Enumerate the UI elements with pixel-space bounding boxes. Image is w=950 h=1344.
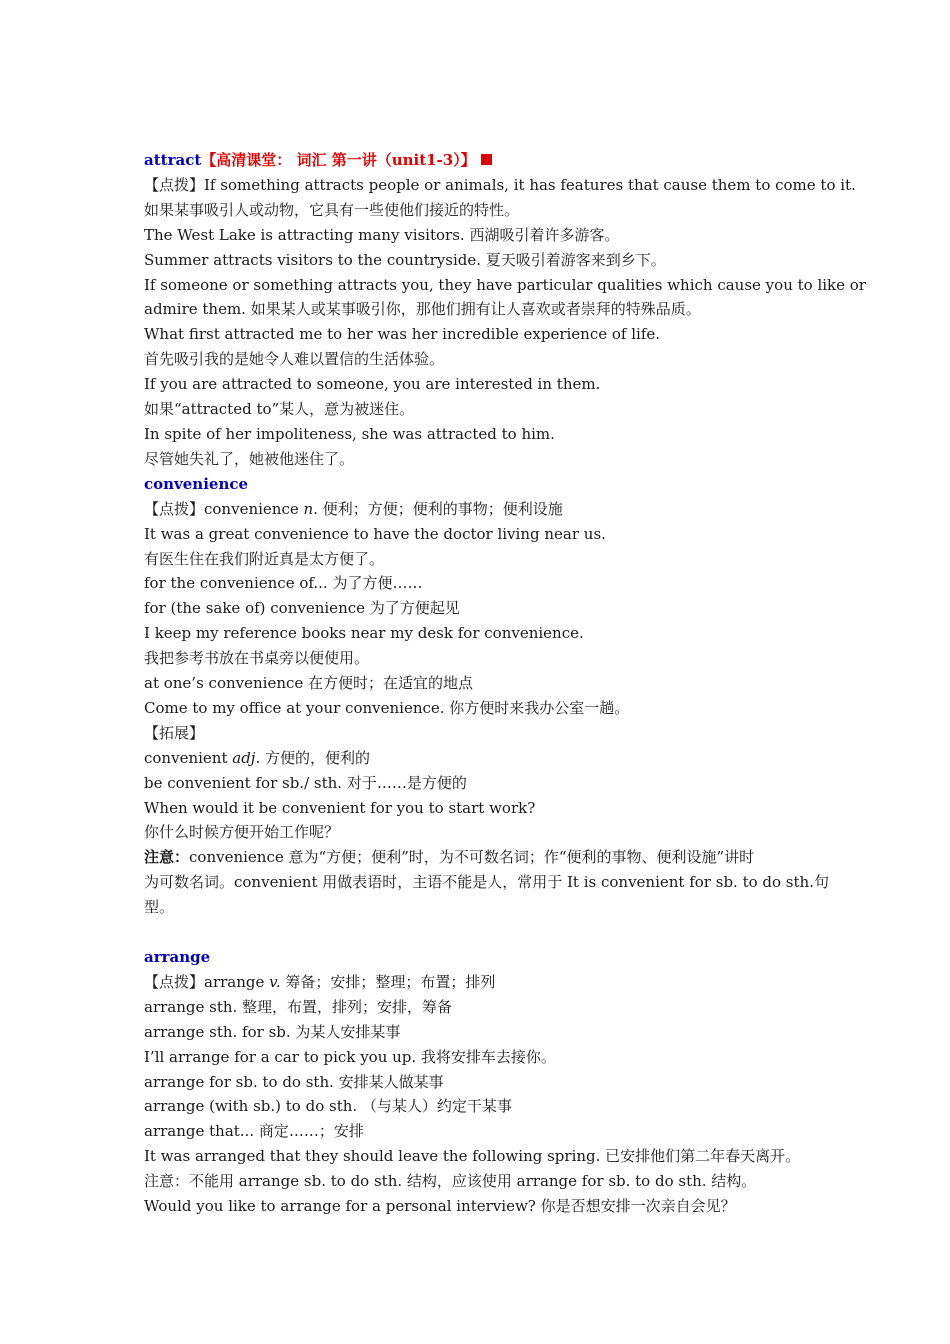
attract-course-tag: 【高清课堂： 词汇 第一讲（unit1-3）】 bbox=[201, 151, 476, 169]
red-square-icon bbox=[481, 154, 492, 165]
attract-line: 尽管她失礼了，她被他迷住了。 bbox=[144, 449, 355, 468]
convenience-line: 你什么时候方便开始工作呢？ bbox=[144, 823, 340, 842]
arrange-line: Would you like to arrange for a personal interview? 你是否想安排一次亲自会见？ bbox=[144, 1197, 736, 1216]
attract-word: attract bbox=[144, 151, 202, 169]
note-line: 型。 bbox=[144, 898, 175, 917]
note-label: 注意： bbox=[144, 848, 190, 867]
attract-line: What first attracted me to her was her incredible experience of life. bbox=[144, 325, 661, 344]
attract-line: The West Lake is attracting many visitors. 西湖吸引着许多游客。 bbox=[144, 225, 620, 244]
dianbo-meaning: 便利；方便；便利的事物；便利设施 bbox=[317, 499, 563, 518]
convenience-line: at one’s convenience 在方便时；在适宜的地点 bbox=[144, 674, 474, 693]
arrange-line: arrange for sb. to do sth. 安排某人做某事 bbox=[144, 1072, 444, 1091]
arrange-line: arrange sth. 整理，布置，排列；安排，筹备 bbox=[144, 997, 453, 1016]
note-text: convenience 意为“方便；便利”时，为不可数名词；作“便利的事物、便利设施”讲时 bbox=[189, 848, 755, 867]
part-of-speech: v. bbox=[269, 972, 281, 991]
convenience-line: I keep my reference books near my desk for convenience. bbox=[144, 624, 584, 643]
convenience-line: 我把参考书放在书桌旁以便使用。 bbox=[144, 649, 370, 668]
convenience-line: When would it be convenient for you to start work? bbox=[144, 798, 536, 817]
convenience-dianbo bbox=[144, 497, 814, 522]
attract-line: 如果“attracted to”某人，意为被迷住。 bbox=[144, 400, 415, 419]
document-page bbox=[144, 148, 866, 1219]
note-line: 为可数名词。convenient 用做表语时，主语不能是人，常用于 It is convenient for sb. to do sth.句 bbox=[144, 873, 829, 892]
arrange-line: 注意：不能用 arrange sb. to do sth. 结构，应该使用 arrange for sb. to do sth. 结构。 bbox=[144, 1172, 757, 1191]
attract-line: admire them. 如果某人或某事吸引你，那他们拥有让人喜欢或者崇拜的特殊品质。 bbox=[144, 300, 701, 319]
part-of-speech: adj. bbox=[232, 748, 261, 767]
arrange-line: I’ll arrange for a car to pick you up. 我将安排车去接你。 bbox=[144, 1047, 556, 1066]
extend-label: 【拓展】 bbox=[144, 723, 205, 742]
arrange-line: arrange that... 商定……；安排 bbox=[144, 1122, 364, 1141]
arrange-line: arrange (with sb.) to do sth. （与某人）约定干某事 bbox=[144, 1097, 512, 1116]
arrange-line: arrange sth. for sb. 为某人安排某事 bbox=[144, 1022, 401, 1041]
attract-heading bbox=[144, 148, 814, 173]
convenience-line: be convenient for sb./ sth. 对于……是方便的 bbox=[144, 773, 467, 792]
convenience-line: 有医生住在我们附近真是太方便了。 bbox=[144, 549, 385, 568]
dianbo-prefix: 【点拨】arrange bbox=[144, 972, 270, 991]
arrange-line: It was arranged that they should leave the following spring. 已安排他们第二年春天离开。 bbox=[144, 1147, 801, 1166]
convenience-line: for the convenience of... 为了方便…… bbox=[144, 574, 423, 593]
convenience-line: Come to my office at your convenience. 你方便时来我办公室一趟。 bbox=[144, 698, 630, 717]
convenience-heading: convenience bbox=[144, 474, 249, 493]
attract-line: 首先吸引我的是她令人难以置信的生活体验。 bbox=[144, 350, 445, 369]
attract-line: In spite of her impoliteness, she was attracted to him. bbox=[144, 424, 555, 443]
spacer bbox=[144, 920, 814, 945]
attract-line: If someone or something attracts you, they have particular qualities which cause you to like or bbox=[144, 275, 866, 294]
attract-line: 如果某事吸引人或动物，它具有一些使他们接近的特性。 bbox=[144, 200, 520, 219]
convenience-line: for (the sake of) convenience 为了方便起见 bbox=[144, 599, 460, 618]
arrange-heading: arrange bbox=[144, 947, 211, 966]
attract-line: 【点拨】If something attracts people or animals, it has features that cause them to come to it. bbox=[144, 175, 856, 194]
note-line bbox=[144, 845, 814, 870]
attract-line: If you are attracted to someone, you are interested in them. bbox=[144, 375, 601, 394]
entry-word: convenient bbox=[144, 748, 233, 767]
arrange-dianbo bbox=[144, 970, 814, 995]
entry-meaning: 方便的，便利的 bbox=[260, 748, 370, 767]
convenience-line: It was a great convenience to have the doctor living near us. bbox=[144, 524, 606, 543]
part-of-speech: n. bbox=[303, 499, 318, 518]
dianbo-prefix: 【点拨】convenience bbox=[144, 499, 304, 518]
convenient-entry bbox=[144, 746, 814, 771]
dianbo-meaning: 筹备；安排；整理；布置；排列 bbox=[280, 972, 496, 991]
attract-line: Summer attracts visitors to the countryside. 夏天吸引着游客来到乡下。 bbox=[144, 250, 666, 269]
